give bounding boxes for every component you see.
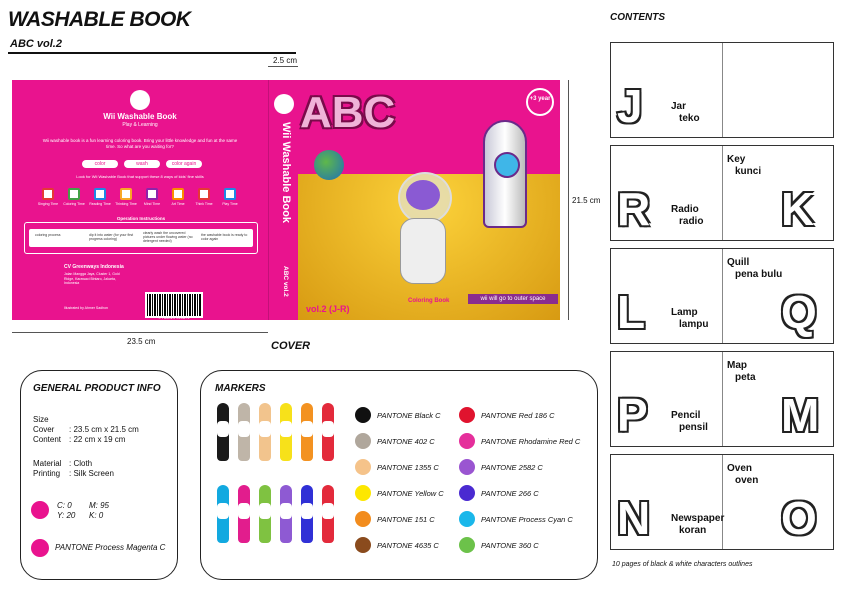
astronaut-suit <box>400 218 446 284</box>
pantone-swatch <box>459 407 475 423</box>
markers-heading: MARKERS <box>215 383 266 394</box>
marker-face <box>217 503 229 519</box>
left-page-label-id: pensil <box>679 422 708 433</box>
skill-icon-label: Mind Time <box>143 202 161 206</box>
operation-step-1: coloring process <box>35 233 61 237</box>
contents-heading: CONTENTS <box>610 12 665 23</box>
right-page-label-id: oven <box>735 475 759 486</box>
illustrated-by: Illustrated by Ahmer Sadhon <box>64 306 108 310</box>
pantone-name: PANTONE Yellow C <box>377 489 444 498</box>
front-brand: Coloring Book <box>408 298 450 304</box>
pantone-name: PANTONE 4635 C <box>377 541 439 550</box>
page-fold <box>722 352 723 446</box>
pantone-list-right <box>459 407 595 567</box>
skill-icon-cell <box>192 188 216 216</box>
marker <box>259 485 271 543</box>
right-page-letter: K <box>781 183 815 235</box>
skill-icon-label: Singing Time <box>37 202 59 206</box>
cover-size-label: Cover <box>33 425 55 434</box>
marker-face <box>238 503 250 519</box>
page-fold <box>722 455 723 549</box>
right-page-letter: M <box>781 389 820 441</box>
skill-icon <box>94 188 106 200</box>
rocket-icon <box>483 120 527 228</box>
width-dimension-line <box>12 332 268 333</box>
marker <box>322 403 334 461</box>
left-page-label: Newspaper <box>671 513 725 524</box>
wii-logo-icon <box>130 90 150 110</box>
skill-icon-cell <box>218 188 242 216</box>
right-page-letter: O <box>781 492 817 544</box>
content-page <box>610 145 834 241</box>
marker <box>238 485 250 543</box>
skill-icon <box>172 188 184 200</box>
page-title: WASHABLE BOOK <box>8 8 191 31</box>
content-page <box>610 351 834 447</box>
right-page-label: Map <box>727 360 747 371</box>
spine-vol: ABC vol.2 <box>282 266 289 297</box>
marker <box>238 403 250 461</box>
skill-icon <box>146 188 158 200</box>
pantone-swatch <box>355 537 371 553</box>
content-size-label: Content <box>33 435 62 444</box>
pantone-name: PANTONE 402 C <box>377 437 435 446</box>
height-dimension-line <box>568 80 569 320</box>
skill-icon <box>68 188 80 200</box>
product-info-heading: GENERAL PRODUCT INFO <box>33 383 161 394</box>
back-blurb: Wii washable book is a fun learning coloring book. Bring your little knowledge and fun at the same time. So what are you waiting for? <box>42 138 238 149</box>
marker <box>217 403 229 461</box>
skill-icon <box>42 188 54 200</box>
skill-icon-label: Art Time <box>171 202 185 206</box>
skill-icon-label: Coloring Time <box>63 202 85 206</box>
title-rule <box>8 52 296 54</box>
back-logo-tag: Play & Learning <box>122 122 158 128</box>
content-page <box>610 454 834 550</box>
marker-face <box>301 503 313 519</box>
height-dimension: 21.5 cm <box>572 196 601 205</box>
back-logo-text: Wii Washable Book <box>103 112 177 121</box>
pantone-name: PANTONE Process Cyan C <box>481 515 573 524</box>
right-page-label: Quill <box>727 257 750 268</box>
front-vol: vol.2 (J-R) <box>306 304 350 314</box>
left-page-label: Pencil <box>671 410 701 421</box>
skill-icon-label: Think Time <box>195 202 213 206</box>
operation-box <box>24 216 258 254</box>
company-name: CV Greenways Indonesia <box>64 264 124 270</box>
pantone-name: PANTONE Black C <box>377 411 441 420</box>
operation-step-2: dip it into water (for your first progress coloring) <box>89 233 134 241</box>
marker-face <box>280 421 292 437</box>
marker-face <box>322 421 334 437</box>
spine-dimension-line <box>268 66 298 67</box>
icons-caption: Look for Wii Washable Book that support these 8 ways of kids' fine skills <box>76 174 204 179</box>
left-page-letter: N <box>617 492 651 544</box>
cover-label: COVER <box>271 340 311 352</box>
marker <box>280 403 292 461</box>
cmyk-c: C: 0 <box>57 501 72 510</box>
content-page <box>610 42 834 138</box>
pantone-swatch <box>355 511 371 527</box>
earth-icon <box>314 150 344 180</box>
pantone-name: PANTONE 2582 C <box>481 463 543 472</box>
right-page-label: Key <box>727 154 746 165</box>
pantone-swatch <box>459 537 475 553</box>
pantone-swatch <box>355 433 371 449</box>
skill-icon <box>224 188 236 200</box>
skill-icon-cell <box>36 188 60 216</box>
pantone-name: PANTONE 266 C <box>481 489 539 498</box>
material-value: : Cloth <box>69 459 93 468</box>
cmyk-y: Y: 20 <box>57 511 76 520</box>
front-title: ABC <box>300 88 396 137</box>
marker-face <box>217 421 229 437</box>
pantone-swatch <box>355 485 371 501</box>
skill-icon-label: Reading Time <box>89 202 111 206</box>
marker <box>217 485 229 543</box>
pantone-name: PANTONE 151 C <box>377 515 435 524</box>
content-size-value: : 22 cm x 19 cm <box>69 435 126 444</box>
marker <box>259 403 271 461</box>
left-page-letter: P <box>617 389 648 441</box>
pantone-swatch <box>355 459 371 475</box>
front-tagline: wii will go to outer space <box>468 294 558 304</box>
marker-face <box>259 503 271 519</box>
pantone-swatch <box>355 407 371 423</box>
page-subtitle: ABC vol.2 <box>10 38 62 50</box>
material-label: Material <box>33 459 62 468</box>
left-page-letter: J <box>617 80 643 132</box>
contents-pages <box>610 42 832 552</box>
markers-panel <box>200 370 598 580</box>
pantone-swatch <box>459 485 475 501</box>
skill-icon-cell <box>114 188 138 216</box>
left-page-label: Lamp <box>671 307 698 318</box>
marker <box>301 485 313 543</box>
marker-face <box>322 503 334 519</box>
marker <box>322 485 334 543</box>
cmyk-k: K: 0 <box>89 511 104 520</box>
operation-title: Operation Instructions <box>116 216 166 221</box>
step-color: color <box>82 160 118 168</box>
marker <box>301 403 313 461</box>
left-page-label-id: lampu <box>679 319 709 330</box>
magenta-swatch-pantone <box>31 539 49 557</box>
left-page-label-id: teko <box>679 113 700 124</box>
pantone-name: PANTONE 1355 C <box>377 463 439 472</box>
page-fold <box>722 146 723 240</box>
right-page-label-id: peta <box>735 372 756 383</box>
cover-size-value: : 23.5 cm x 21.5 cm <box>69 425 139 434</box>
pantone-swatch <box>459 511 475 527</box>
pantone-list-left <box>355 407 465 567</box>
operation-step-4: the washable book is ready to color again <box>201 233 248 241</box>
marker-row-1 <box>217 403 343 465</box>
magenta-swatch-cmyk <box>31 501 49 519</box>
skill-icon-cell <box>88 188 112 216</box>
barcode-number: 9 786021 020871 <box>158 315 190 320</box>
skill-icon-label: Thinking Time <box>115 202 137 206</box>
left-page-label: Radio <box>671 204 699 215</box>
spine-dimension: 2.5 cm <box>273 56 298 65</box>
marker-face <box>259 421 271 437</box>
operation-steps-panel <box>29 229 253 247</box>
age-badge: +3 year <box>526 88 554 116</box>
marker-row-2 <box>217 485 343 547</box>
size-label: Size <box>33 415 49 424</box>
pantone-name: PANTONE Red 186 C <box>481 411 555 420</box>
skill-icon-cell <box>140 188 164 216</box>
contents-footer: 10 pages of black & white characters outlines <box>612 561 753 568</box>
right-page-label-id: pena bulu <box>735 269 783 280</box>
cmyk-m: M: 95 <box>89 501 110 510</box>
dino-head <box>406 180 440 210</box>
pantone-swatch <box>459 433 475 449</box>
width-dimension: 23.5 cm <box>127 337 156 346</box>
company-address: Jalan Mangga Jaya, Cluster 1, Gold Ridge, Karawaci Bintaro, Jakarta, Indonesia <box>64 272 120 285</box>
marker-face <box>280 503 292 519</box>
marker-face <box>301 421 313 437</box>
pantone-name: PANTONE 360 C <box>481 541 539 550</box>
marker <box>280 485 292 543</box>
pantone-magenta: PANTONE Process Magenta C <box>55 543 166 552</box>
spine-logo-icon <box>274 94 294 114</box>
right-page-label-id: kunci <box>735 166 762 177</box>
back-cover <box>12 80 268 320</box>
product-info-panel <box>20 370 178 580</box>
right-page-label: Oven <box>727 463 753 474</box>
left-page-letter: R <box>617 183 651 235</box>
right-page-letter: Q <box>781 286 817 338</box>
left-page-label-id: koran <box>679 525 707 536</box>
printing-value: : Silk Screen <box>69 469 114 478</box>
skill-icon <box>198 188 210 200</box>
skill-icon-label: Play Time <box>222 202 238 206</box>
page-fold <box>722 249 723 343</box>
page-fold <box>722 43 723 137</box>
skill-icon <box>120 188 132 200</box>
spine-title: Wii Washable Book <box>280 122 292 223</box>
operation-step-3: clearly wash the uncovered pictures under flowing water (no detergent needed) <box>143 231 193 243</box>
marker-face <box>238 421 250 437</box>
pantone-swatch <box>459 459 475 475</box>
pantone-name: PANTONE Rhodamine Red C <box>481 437 581 446</box>
left-page-label-id: radio <box>679 216 704 227</box>
skill-icon-cell <box>62 188 86 216</box>
left-page-label: Jar <box>671 101 687 112</box>
printing-label: Printing <box>33 469 61 478</box>
content-page <box>610 248 834 344</box>
rocket-window <box>494 152 520 178</box>
skill-icon-cell <box>166 188 190 216</box>
left-page-letter: L <box>617 286 646 338</box>
spine <box>268 80 300 320</box>
step-wash: wash <box>124 160 160 168</box>
skill-icons-row <box>36 188 246 216</box>
step-color-again: color again <box>166 160 202 168</box>
front-cover <box>298 80 560 320</box>
